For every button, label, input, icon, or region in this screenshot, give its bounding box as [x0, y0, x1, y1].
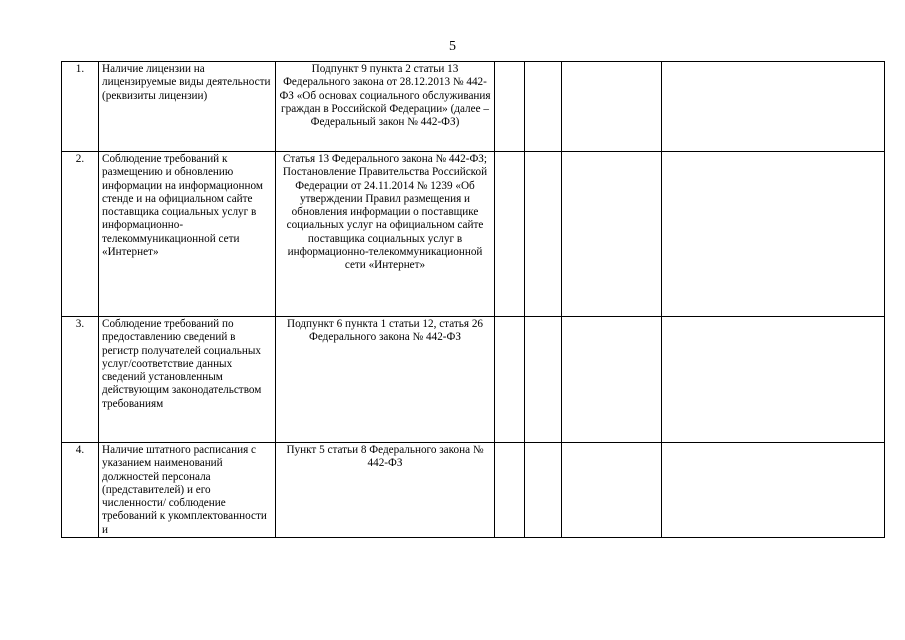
legal-basis-cell: Подпункт 6 пункта 1 статьи 12, статья 26 Федерального закона № 442-ФЗ — [276, 317, 495, 443]
empty-cell — [495, 152, 525, 317]
table-row — [62, 152, 885, 317]
requirement-cell: Соблюдение требований по предоставлению сведений в регистр получателей социальных услуг/соответствие данных сведений установленным действующим законодательством требованиям — [99, 317, 276, 443]
empty-cell — [525, 62, 562, 152]
empty-cell — [662, 152, 885, 317]
empty-cell — [662, 443, 885, 538]
table-row — [62, 317, 885, 443]
requirement-cell: Наличие штатного расписания с указанием наименований должностей персонала (представителей) и его численности/ соблюдение требований к укомплектованности и — [99, 443, 276, 538]
table-row — [62, 443, 885, 538]
empty-cell — [525, 443, 562, 538]
legal-basis-cell: Статья 13 Федерального закона № 442-ФЗ; Постановление Правительства Российской Федерации от 24.11.2014 № 1239 «Об утверждении Правил размещения и обновления информации о поставщике социальных услуг на официальном сайте поставщика социальных услуг в информационно-телекоммуникационной сети «Интернет» — [276, 152, 495, 317]
empty-cell — [562, 62, 662, 152]
empty-cell — [662, 317, 885, 443]
row-number: 4. — [62, 443, 99, 538]
legal-basis-cell: Пункт 5 статьи 8 Федерального закона № 442-ФЗ — [276, 443, 495, 538]
requirement-cell: Наличие лицензии на лицензируемые виды деятельности (реквизиты лицензии) — [99, 62, 276, 152]
requirement-cell: Соблюдение требований к размещению и обновлению информации на информационном стенде и на официальном сайте поставщика социальных услуг в информационно-телекоммуникационной сети «Интернет» — [99, 152, 276, 317]
empty-cell — [495, 62, 525, 152]
empty-cell — [495, 317, 525, 443]
row-number: 2. — [62, 152, 99, 317]
empty-cell — [562, 443, 662, 538]
checklist-table — [61, 61, 885, 538]
empty-cell — [662, 62, 885, 152]
empty-cell — [525, 317, 562, 443]
empty-cell — [525, 152, 562, 317]
empty-cell — [562, 152, 662, 317]
table-row — [62, 62, 885, 152]
page-number: 5 — [449, 39, 456, 54]
empty-cell — [495, 443, 525, 538]
row-number: 3. — [62, 317, 99, 443]
empty-cell — [562, 317, 662, 443]
legal-basis-cell: Подпункт 9 пункта 2 статьи 13 Федерального закона от 28.12.2013 № 442-ФЗ «Об основах социального обслуживания граждан в Российской Федерации» (далее – Федеральный закон № 442-ФЗ) — [276, 62, 495, 152]
row-number: 1. — [62, 62, 99, 152]
